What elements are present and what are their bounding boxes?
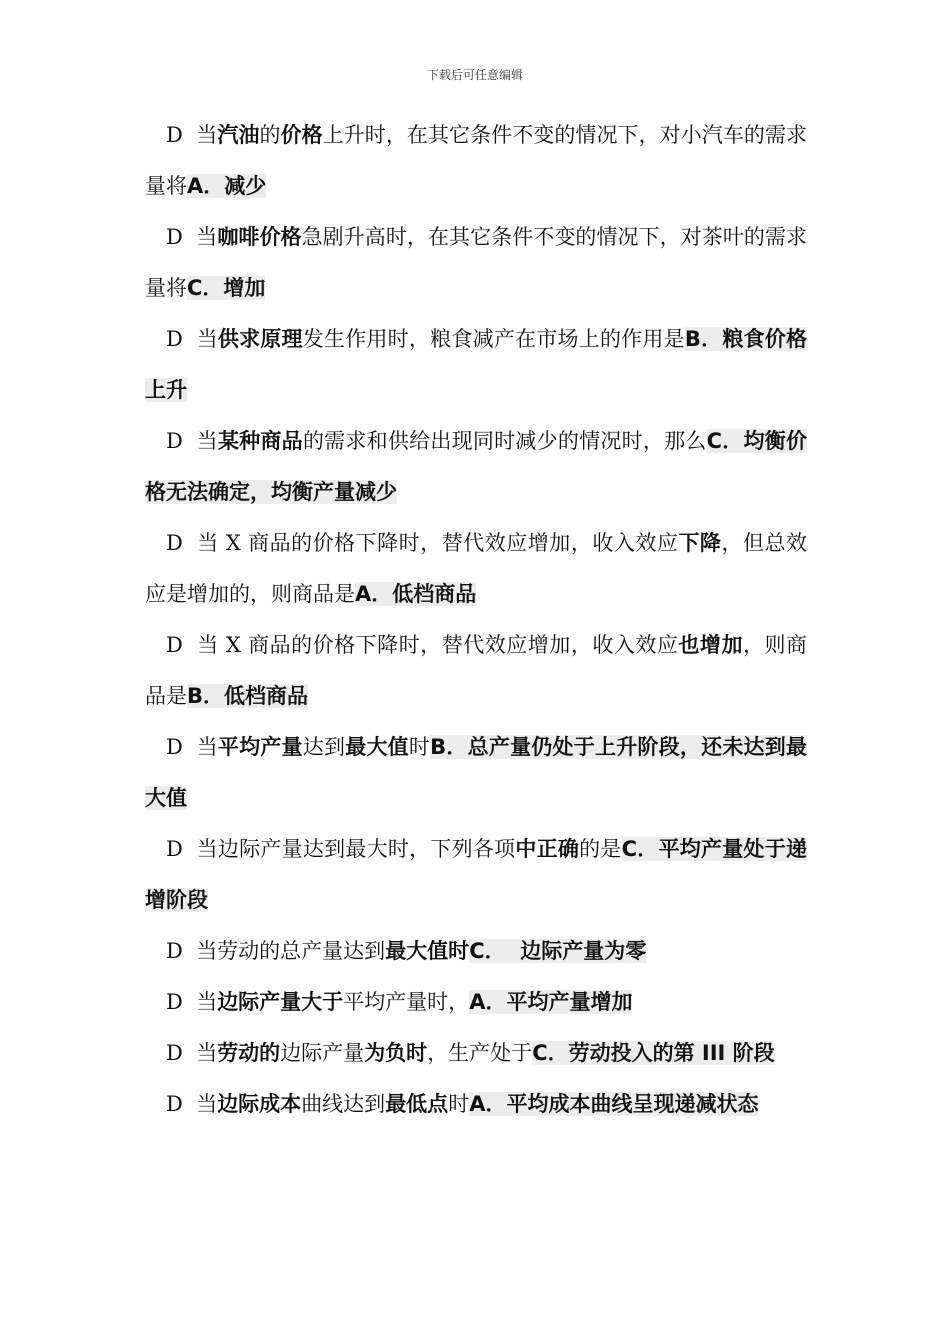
emphasis-text: 劳动的	[217, 1041, 281, 1065]
question-paragraph	[145, 722, 807, 824]
question-text: 时	[408, 735, 431, 759]
answer-text: B．粮食价格上升	[145, 327, 807, 402]
question-paragraph	[145, 824, 807, 926]
page-header: 下载后可任意编辑	[426, 68, 523, 82]
question-text: D 当	[166, 1041, 218, 1065]
question-paragraph	[145, 620, 807, 722]
answer-text: A．低档商品	[355, 582, 477, 606]
question-paragraph	[145, 1079, 807, 1130]
emphasis-text: 也增加	[678, 633, 743, 657]
question-text: D 当	[166, 1092, 218, 1116]
question-text: ，则商品是	[145, 633, 808, 708]
question-text: 达到	[302, 735, 346, 759]
emphasis-text: 为负时	[364, 1041, 428, 1065]
emphasis-text: 最大值	[345, 735, 409, 759]
emphasis-text: 边际成本	[217, 1092, 302, 1116]
question-paragraph	[145, 1028, 807, 1079]
question-text: D 当	[166, 990, 218, 1014]
emphasis-text: 下降	[678, 531, 722, 555]
emphasis-text: 边际产量大于	[217, 990, 344, 1014]
question-paragraph	[145, 212, 807, 314]
question-text: 平均产量时，	[343, 990, 470, 1014]
question-paragraph	[145, 416, 807, 518]
question-text: 曲线达到	[301, 1092, 386, 1116]
answer-text: C． 边际产量为零	[469, 939, 647, 963]
question-text: 的是	[579, 837, 622, 861]
question-text: 时	[448, 1092, 470, 1116]
answer-text: B．低档商品	[187, 684, 309, 708]
question-text: D 当 X 商品的价格下降时，替代效应增加，收入效应	[166, 531, 679, 555]
emphasis-text: 咖啡价格	[217, 225, 302, 249]
question-text: 的需求和供给出现同时减少的情况时，那么	[302, 429, 707, 453]
emphasis-text: 最大值时	[385, 939, 470, 963]
answer-text: A．平均产量增加	[469, 990, 633, 1014]
answer-text: C．增加	[187, 276, 266, 300]
question-text: 发生作用时，粮食减产在市场上的作用是	[302, 327, 685, 351]
question-text: D 当边际产量达到最大时，下列各项	[166, 837, 516, 861]
question-text: D 当 X 商品的价格下降时，替代效应增加，收入效应	[166, 633, 679, 657]
question-text: 急剧升高时，在其它条件不变的情况下，对茶叶的需求量将	[145, 225, 808, 300]
question-text: 的	[259, 123, 281, 147]
emphasis-text: 中正确	[515, 837, 580, 861]
question-paragraph	[145, 926, 807, 977]
emphasis-text: 供求原理	[217, 327, 303, 351]
question-text: D 当	[166, 735, 218, 759]
emphasis-text: 价格	[280, 123, 323, 147]
question-text: D 当	[166, 429, 218, 453]
question-text: ，但总效应是增加的，则商品是	[145, 531, 808, 606]
answer-text: A．减少	[187, 174, 267, 198]
emphasis-text: 某种商品	[217, 429, 303, 453]
question-text: D 当	[166, 225, 218, 249]
emphasis-text: 汽油	[217, 123, 260, 147]
question-paragraph	[145, 518, 807, 620]
answer-text: C．均衡价格无法确定，均衡产量减少	[145, 429, 808, 504]
answer-text: A．平均成本曲线呈现递减状态	[469, 1092, 759, 1116]
emphasis-text: 平均产量	[217, 735, 303, 759]
emphasis-text: 最低点	[385, 1092, 449, 1116]
answer-text: C．劳动投入的第 III 阶段	[532, 1041, 775, 1065]
question-text: D 当	[166, 327, 218, 351]
document-body	[145, 110, 807, 1130]
answer-text: C．平均产量处于递增阶段	[145, 837, 808, 912]
question-paragraph	[145, 110, 807, 212]
question-paragraph	[145, 314, 807, 416]
question-paragraph	[145, 977, 807, 1028]
question-text: ，生产处于	[427, 1041, 533, 1065]
question-text: D 当劳动的总产量达到	[166, 939, 386, 963]
question-text: 上升时，在其它条件不变的情况下，对小汽车的需求量将	[145, 123, 808, 198]
question-text: D 当	[166, 123, 218, 147]
answer-text: B．总产量仍处于上升阶段，还未达到最大值	[145, 735, 808, 810]
question-text: 边际产量	[280, 1041, 365, 1065]
